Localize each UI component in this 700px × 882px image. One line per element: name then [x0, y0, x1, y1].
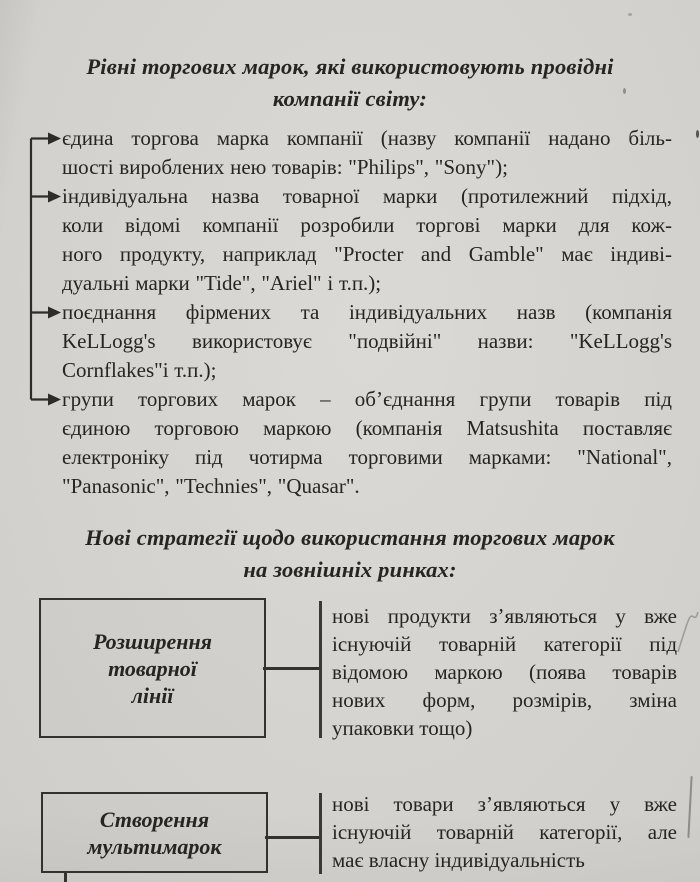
- strategy-description: нові продукти з’являються у вже існуючій товарній категорії під відомою маркою (поява товарів нових форм, розмірів, зміна упаковки тощо): [332, 604, 677, 740]
- box-tail-line: [64, 872, 67, 882]
- arrow-right-icon: [31, 307, 61, 319]
- list-item: групи торгових марок – об’єднання групи товарів під єдиною торговою маркою (компанія Matsushita поставляє електроніку під чотирма торговими марками: "National", "Panasonic", "Technies", "Quasar".: [62, 387, 672, 498]
- connector-line: [263, 667, 321, 670]
- strategy-box-multibrand: [41, 792, 268, 873]
- scan-speck: [628, 13, 632, 16]
- strategy-box-label: Розширення товарної лінії: [92, 628, 213, 708]
- arrow-right-icon: [31, 394, 61, 406]
- connector-line: [265, 836, 321, 839]
- list-item: єдина торгова марка компанії (назву компанії надано біль- шості вироблених нею товарів: "Philips", "Sony");: [62, 126, 672, 179]
- scan-speck: [623, 88, 626, 94]
- list-bracket-arrows: [22, 130, 66, 412]
- pen-stroke-mark: [687, 776, 692, 838]
- pen-squiggle-mark: [676, 610, 700, 656]
- brand-levels-list: [62, 124, 672, 501]
- list-item: поєднання фірмених та індивідуальних назв (компанія KeLLogg's використовує "подвійні" назви: "KeLLogg's Cornflakes"і т.п.);: [62, 300, 672, 382]
- scan-speck: [696, 130, 699, 138]
- strategy-box-label: Створення мультимарок: [87, 806, 222, 859]
- separator-line: [319, 793, 322, 874]
- list-item: індивідуальна назва товарної марки (протилежний підхід, коли відомі компанії розробили торгові марки для кож- ного продукту, наприклад "Procter and Gamble" має індиві- дуальні марки "Tide", "Ariel" і т.п.);: [62, 184, 672, 295]
- separator-line: [319, 601, 322, 738]
- strategy-box-line-extension: [39, 598, 266, 738]
- section-title: Нові стратегії щодо використання торгових марок на зовнішніх ринках:: [85, 525, 615, 582]
- arrow-right-icon: [31, 133, 61, 145]
- strategy-description: нові товари з’являються у вже існуючій товарній категорії, але має власну індивідуальність: [332, 792, 677, 872]
- page-title: Рівні торгових марок, які використовують провідні компанії світу:: [86, 54, 614, 111]
- arrow-right-icon: [31, 191, 61, 203]
